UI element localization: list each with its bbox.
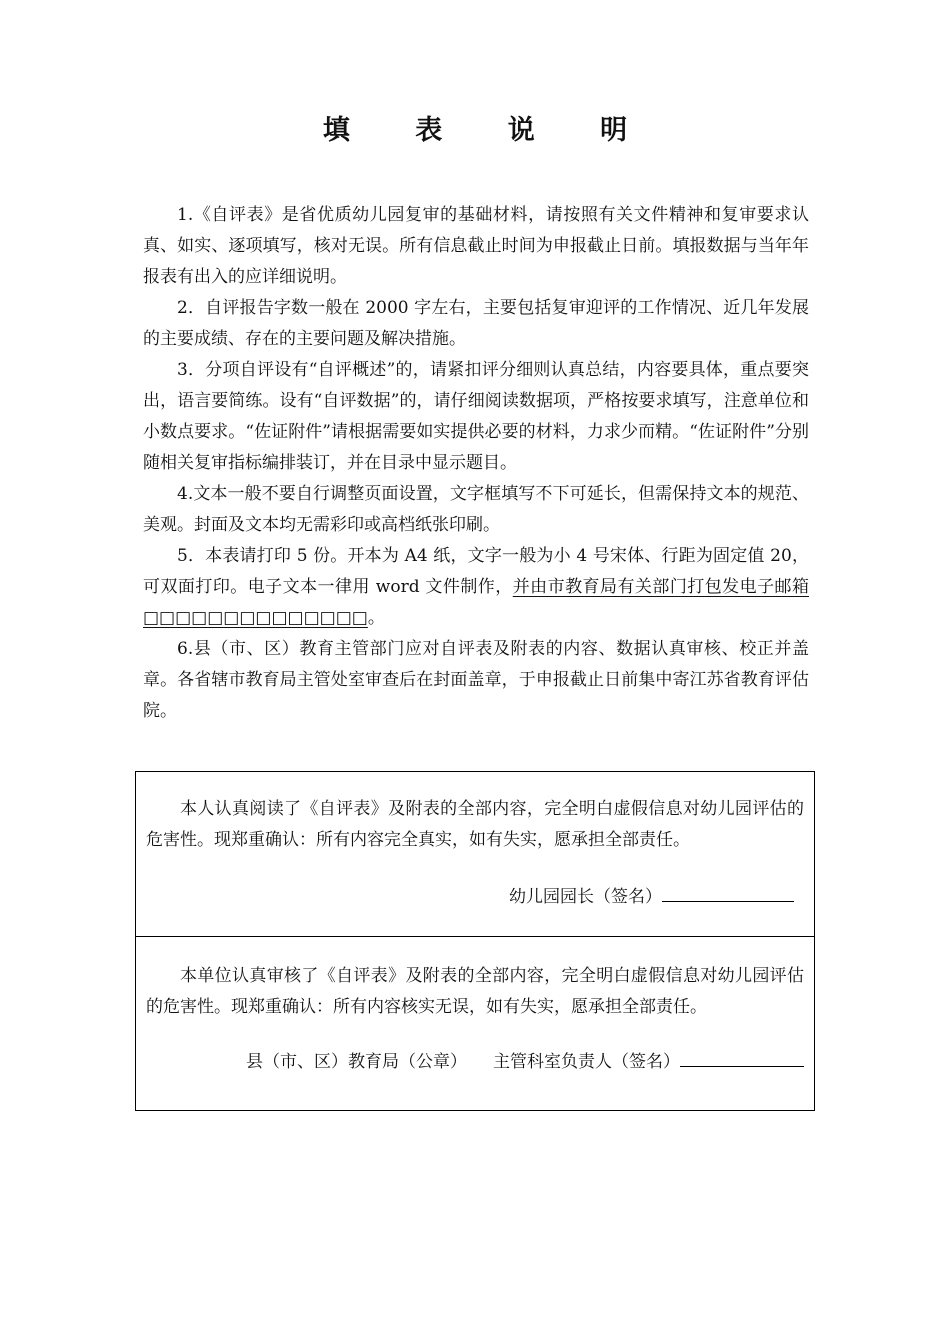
bureau-signature-label: 主管科室负责人（签名） xyxy=(493,1052,680,1072)
instruction-5 xyxy=(143,541,809,634)
principal-signature-row xyxy=(146,882,804,913)
instruction-5-text: 5．本表请打印 5 份。开本为 A4 纸，文字一般为小 4 号宋体、行距为固定值 20，可双面打印。电子文本一律用 word 文件制作， xyxy=(143,546,809,597)
bureau-declaration-text: 本单位认真审核了《自评表》及附表的全部内容，完全明白虚假信息对幼儿园评估的危害性。现郑重确认：所有内容核实无误，如有失实，愿承担全部责任。 xyxy=(146,966,804,1017)
bureau-seal-label: 县（市、区）教育局（公章） xyxy=(246,1052,467,1072)
instruction-5-end: 。 xyxy=(367,608,385,628)
instructions-list xyxy=(143,200,809,727)
principal-signature-field[interactable] xyxy=(662,887,794,902)
bureau-signature-row xyxy=(146,1047,804,1078)
declaration-table xyxy=(135,771,815,1111)
instruction-4: 4.文本一般不要自行调整页面设置，文字框填写不下可延长，但需保持文本的规范、美观。封面及文本均无需彩印或高档纸张印刷。 xyxy=(143,484,809,535)
principal-signature-label: 幼儿园园长（签名） xyxy=(509,887,662,907)
instruction-5-underlined-text: 并由市教育局有关部门打包发电子邮箱 □□□□□□□□□□□□□□ xyxy=(143,577,810,628)
bureau-signature-field[interactable] xyxy=(680,1052,804,1067)
instruction-3: 3．分项自评设有“自评概述”的，请紧扣评分细则认真总结，内容要具体，重点要突出，语言要简练。设有“自评数据”的，请仔细阅读数据项，严格按要求填写，注意单位和小数点要求。“佐证附件”请根据需要如实提供必要的材料，力求少而精。“佐证附件”分别随相关复审指标编排装订，并在目录中显示题目。 xyxy=(143,360,809,473)
instruction-2: 2．自评报告字数一般在 2000 字左右，主要包括复审迎评的工作情况、近几年发展的主要成绩、存在的主要问题及解决措施。 xyxy=(143,298,809,349)
principal-declaration xyxy=(136,772,814,937)
instruction-6: 6.县（市、区）教育主管部门应对自评表及附表的内容、数据认真审核、校正并盖章。各省辖市教育局主管处室审查后在封面盖章，于申报截止日前集中寄江苏省教育评估院。 xyxy=(143,639,809,721)
instruction-1: 1.《自评表》是省优质幼儿园复审的基础材料，请按照有关文件精神和复审要求认真、如实、逐项填写，核对无误。所有信息截止时间为申报截止日前。填报数据与当年年报表有出入的应详细说明。 xyxy=(143,205,809,287)
page-title: 填 表 说 明 xyxy=(322,115,656,146)
bureau-declaration xyxy=(136,937,814,1110)
principal-declaration-text: 本人认真阅读了《自评表》及附表的全部内容，完全明白虚假信息对幼儿园评估的危害性。现郑重确认：所有内容完全真实，如有失实，愿承担全部责任。 xyxy=(146,799,804,850)
